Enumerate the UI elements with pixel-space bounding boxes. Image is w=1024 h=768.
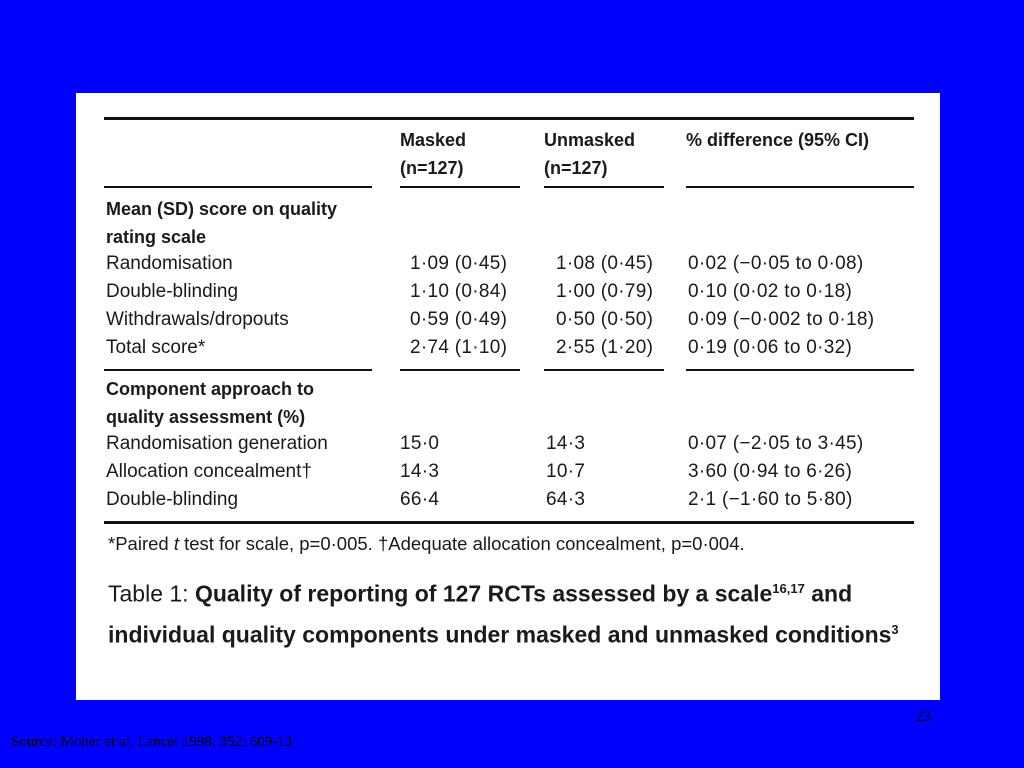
- caption-title-part1: Quality of reporting of 127 RCTs assessed by a scale: [194, 580, 773, 607]
- row-masked: 1·10 (0·84): [410, 281, 508, 302]
- header-unmasked-line1: Unmasked: [544, 130, 636, 150]
- row-diff: 0·07 (−2·05 to 3·45): [688, 433, 864, 454]
- row-label: Double-blinding: [106, 281, 239, 302]
- row-unmasked: 2·55 (1·20): [556, 337, 654, 358]
- row-diff: 2·1 (−1·60 to 5·80): [688, 489, 853, 510]
- header-rule-unmasked: [544, 186, 664, 188]
- row-masked: 15·0: [400, 433, 440, 454]
- row-label: Withdrawals/dropouts: [106, 309, 289, 330]
- section-rule-label: [104, 369, 372, 371]
- row-masked: 14·3: [400, 461, 440, 482]
- section-rule-masked: [400, 369, 520, 371]
- section2-title: [106, 375, 314, 431]
- caption-superscript-refs: 16,17: [772, 581, 805, 596]
- row-diff: 0·02 (−0·05 to 0·08): [688, 253, 864, 274]
- row-masked: 2·74 (1·10): [410, 337, 508, 358]
- caption-superscript-ref: 3: [891, 621, 899, 637]
- row-unmasked: 1·08 (0·45): [556, 253, 654, 274]
- row-diff: 0·19 (0·06 to 0·32): [688, 337, 853, 358]
- row-masked: 1·09 (0·45): [410, 253, 508, 274]
- section1-title-line2: rating scale: [106, 227, 207, 247]
- section1-title-line1: Mean (SD) score on quality: [106, 199, 338, 219]
- section-rule-unmasked: [544, 369, 664, 371]
- table-bottom-rule: [104, 521, 914, 524]
- footnote-prefix: *Paired: [108, 533, 174, 554]
- header-rule-difference: [686, 186, 914, 188]
- row-unmasked: 14·3: [546, 433, 586, 454]
- row-diff: 3·60 (0·94 to 6·26): [688, 461, 853, 482]
- source-citation: Source: Moher et al, Lancet 1998, 352: 609-13: [11, 734, 293, 750]
- caption-label: Table 1:: [108, 580, 195, 607]
- footnote-t: t: [173, 533, 179, 554]
- header-rule-masked: [400, 186, 520, 188]
- table-image-panel: [76, 93, 940, 700]
- header-rule-label: [104, 186, 372, 188]
- row-label: Double-blinding: [106, 489, 239, 510]
- header-masked-line2: (n=127): [400, 158, 464, 178]
- row-masked: 0·59 (0·49): [410, 309, 508, 330]
- row-unmasked: 10·7: [546, 461, 586, 482]
- row-unmasked: 1·00 (0·79): [556, 281, 654, 302]
- section2-title-line1: Component approach to: [106, 379, 314, 399]
- row-masked: 66·4: [400, 489, 440, 510]
- row-label: Randomisation: [106, 253, 233, 274]
- row-unmasked: 0·50 (0·50): [556, 309, 654, 330]
- row-diff: 0·10 (0·02 to 0·18): [688, 281, 853, 302]
- section-rule-difference: [686, 369, 914, 371]
- table-footnote: [108, 533, 745, 555]
- row-label: Randomisation generation: [106, 433, 328, 454]
- row-diff: 0·09 (−0·002 to 0·18): [688, 309, 875, 330]
- header-difference: % difference (95% CI): [686, 130, 870, 150]
- header-unmasked: [544, 126, 635, 182]
- footnote-rest: test for scale, p=0·005. †Adequate allocation concealment, p=0·004.: [178, 533, 745, 554]
- page-number: 23: [916, 709, 931, 725]
- row-label: Total score*: [106, 337, 206, 358]
- header-unmasked-line2: (n=127): [544, 158, 608, 178]
- header-masked-line1: Masked: [400, 130, 467, 150]
- table-top-rule: [104, 117, 914, 120]
- row-unmasked: 64·3: [546, 489, 586, 510]
- section1-title: [106, 195, 337, 251]
- section2-title-line2: quality assessment (%): [106, 407, 306, 427]
- row-label: Allocation concealment†: [106, 461, 312, 482]
- header-masked: [400, 126, 466, 182]
- caption-title-part2: and individual quality components under masked and unmasked conditions: [108, 580, 892, 648]
- table-caption: [108, 571, 928, 652]
